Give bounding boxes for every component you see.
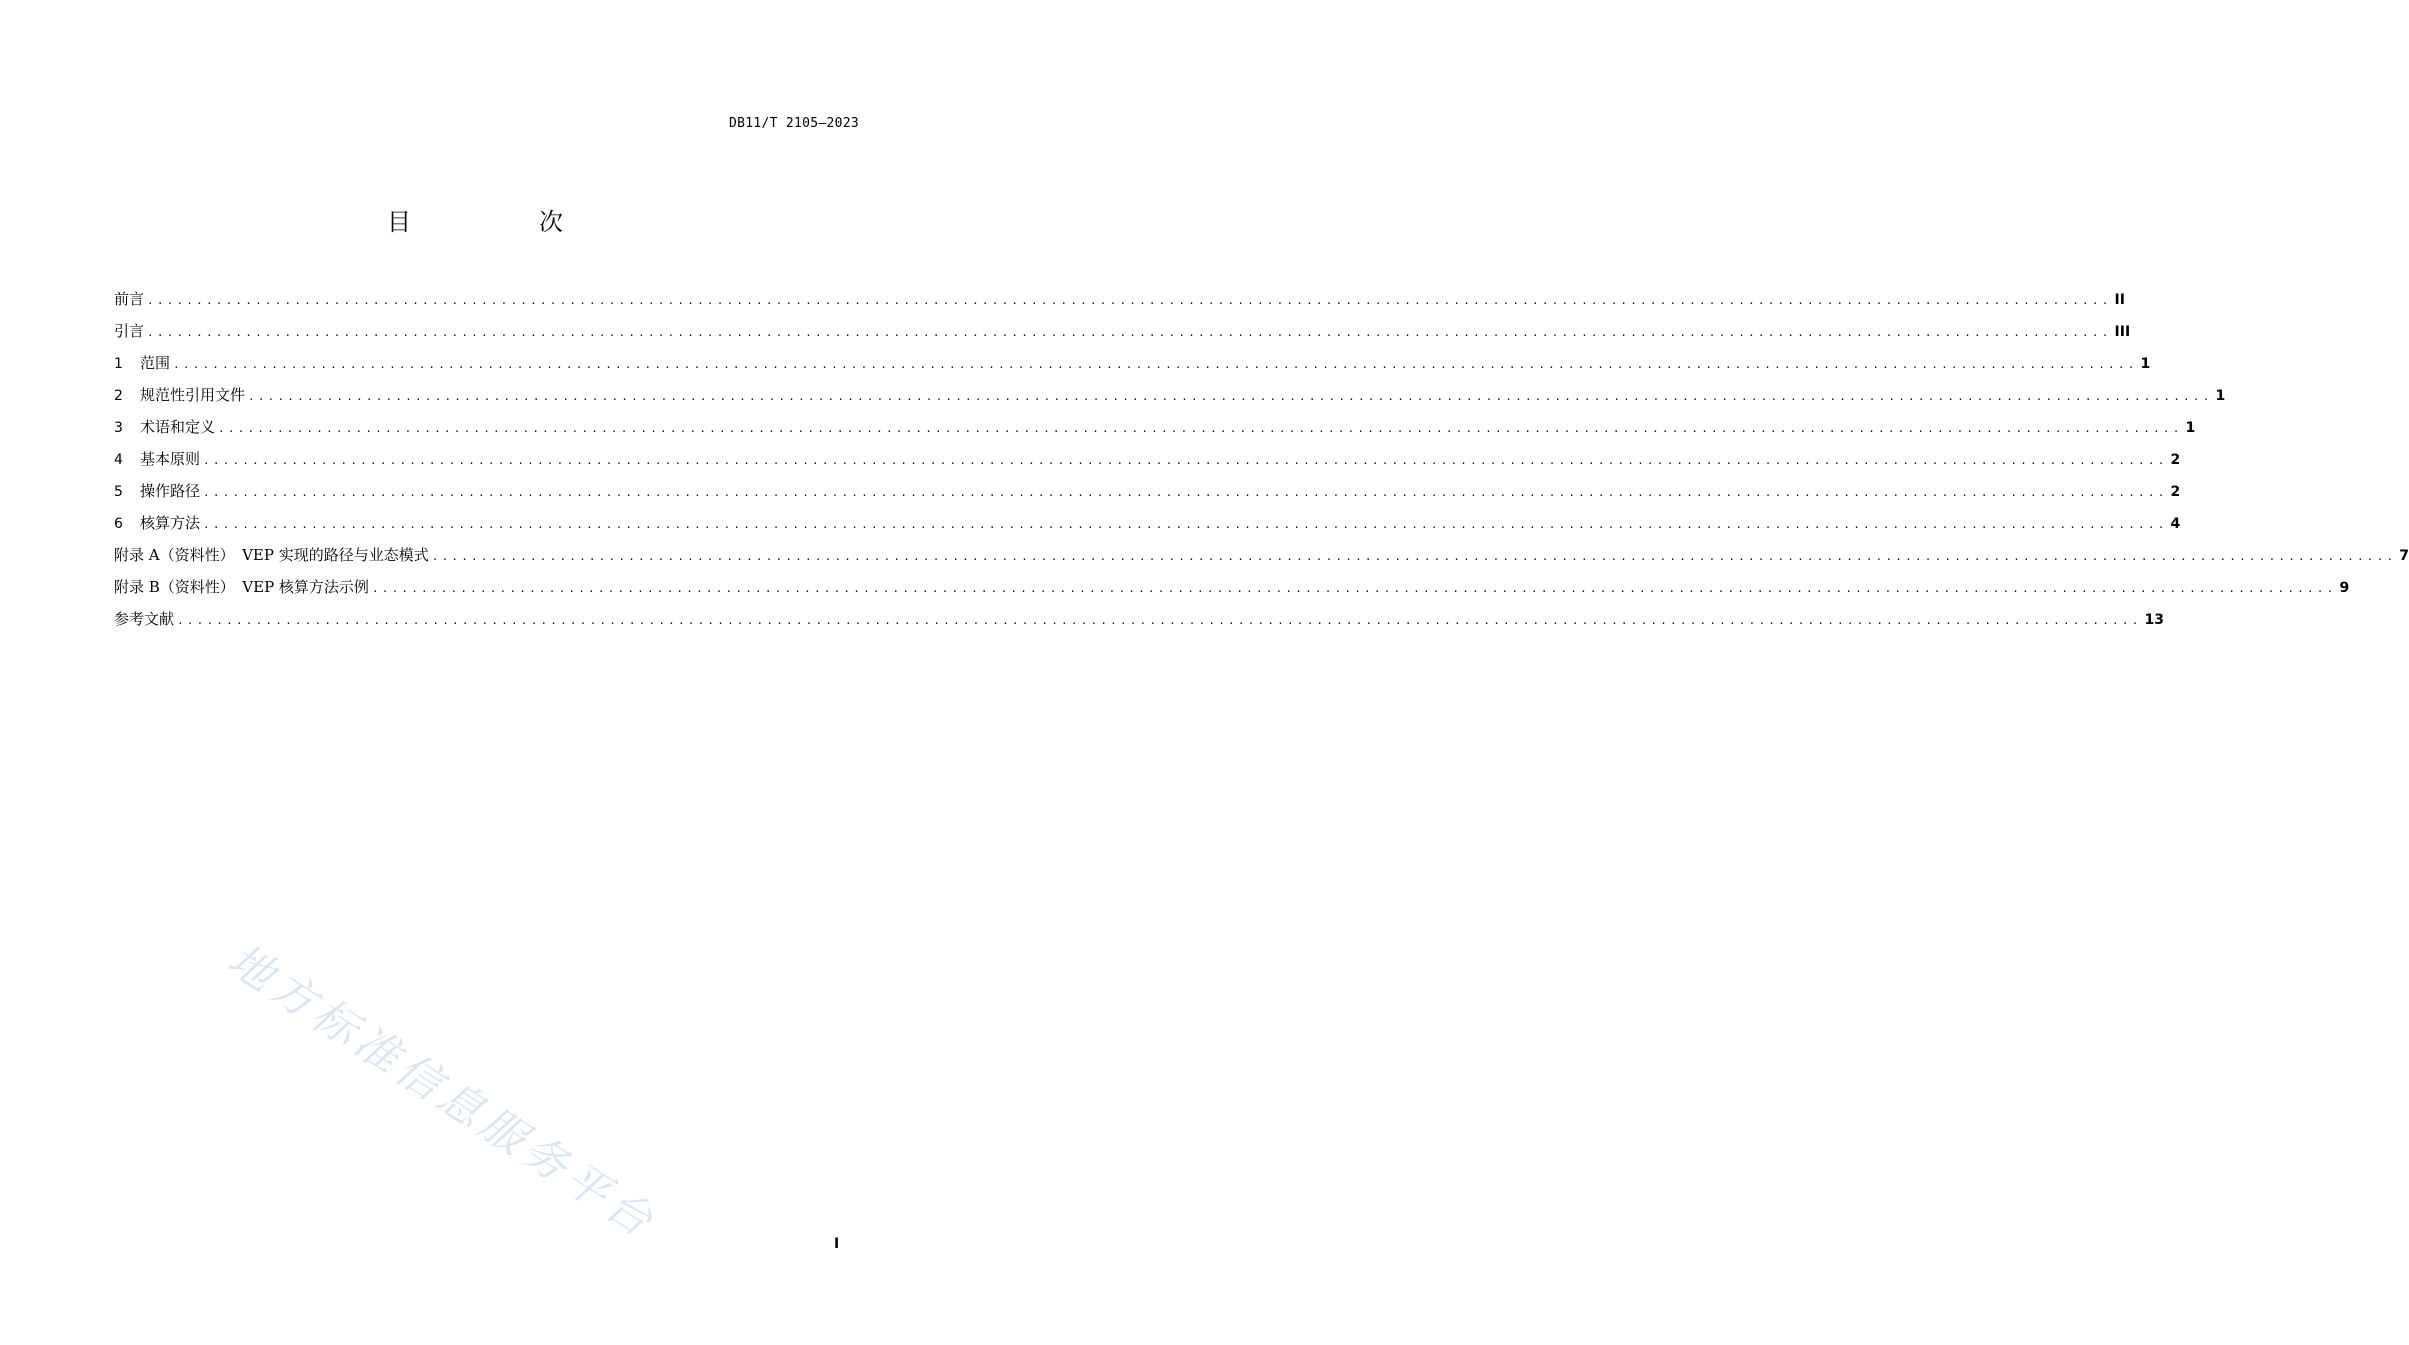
toc-entry-page: 2 [2170,452,2181,468]
toc-entry[interactable] [114,574,2350,606]
toc-entry[interactable] [114,350,2151,382]
toc-entry[interactable] [114,382,2226,414]
toc-entry[interactable] [114,286,2125,318]
watermark: 地方标准信息服务平台 [218,934,666,1250]
toc-entry-label: 附录 A（资料性） VEP 实现的路径与业态模式 [114,546,429,564]
toc-dot-leader: ........................................................................................................................................................................................................ [203,486,2168,499]
toc-entry[interactable] [114,606,2165,638]
toc-entry-page: 13 [2144,612,2165,628]
toc-entry-page: 1 [2140,356,2151,372]
table-of-contents [114,286,2409,638]
toc-entry-number: 1 [114,356,123,372]
page-number: I [834,1236,840,1252]
toc-entry-label: 附录 B（资料性） VEP 核算方法示例 [114,578,369,596]
toc-entry-page: 2 [2170,484,2181,500]
toc-dot-leader: ........................................................................................................................................................................................................ [147,294,2112,307]
toc-dot-leader: ........................................................................................................................................................................................................ [248,390,2213,403]
toc-entry[interactable] [114,318,2131,350]
toc-entry-number: 5 [114,484,123,500]
toc-entry[interactable] [114,478,2181,510]
toc-entry-label: 术语和定义 [140,418,216,436]
toc-dot-leader: ........................................................................................................................................................................................................ [147,326,2112,339]
toc-dot-leader: ........................................................................................................................................................................................................ [431,550,2397,563]
toc-entry-page: 9 [2339,580,2350,596]
document-code: DB11/T 2105—2023 [728,116,859,131]
toc-entry-number: 6 [114,516,123,532]
toc-entry[interactable] [114,414,2196,446]
toc-entry-label: 规范性引用文件 [140,386,246,404]
toc-entry-label: 参考文献 [114,610,175,628]
toc-entry-page: 7 [2399,548,2409,564]
toc-entry[interactable] [114,510,2181,542]
toc-entry-label: 核算方法 [140,514,201,532]
toc-entry-label: 操作路径 [140,482,201,500]
toc-entry-page: II [2114,292,2125,308]
toc-title: 目 次 [387,208,615,236]
toc-entry[interactable] [114,446,2181,478]
toc-entry-number: 4 [114,452,123,468]
toc-entry-page: 1 [2185,420,2196,436]
toc-entry-number: 3 [114,420,123,436]
toc-entry[interactable] [114,542,2409,574]
toc-entry-page: III [2114,324,2131,340]
toc-dot-leader: ........................................................................................................................................................................................................ [371,582,2337,595]
toc-entry-number: 2 [114,388,123,404]
toc-dot-leader: ........................................................................................................................................................................................................ [177,614,2142,627]
toc-entry-label: 基本原则 [140,450,201,468]
toc-entry-label: 范围 [140,354,171,372]
toc-entry-label: 引言 [114,322,145,340]
toc-dot-leader: ........................................................................................................................................................................................................ [203,454,2168,467]
toc-dot-leader: ........................................................................................................................................................................................................ [173,358,2138,371]
toc-dot-leader: ........................................................................................................................................................................................................ [218,422,2183,435]
toc-entry-page: 1 [2215,388,2226,404]
toc-entry-label: 前言 [114,290,145,308]
toc-entry-page: 4 [2170,516,2181,532]
toc-dot-leader: ........................................................................................................................................................................................................ [203,518,2168,531]
